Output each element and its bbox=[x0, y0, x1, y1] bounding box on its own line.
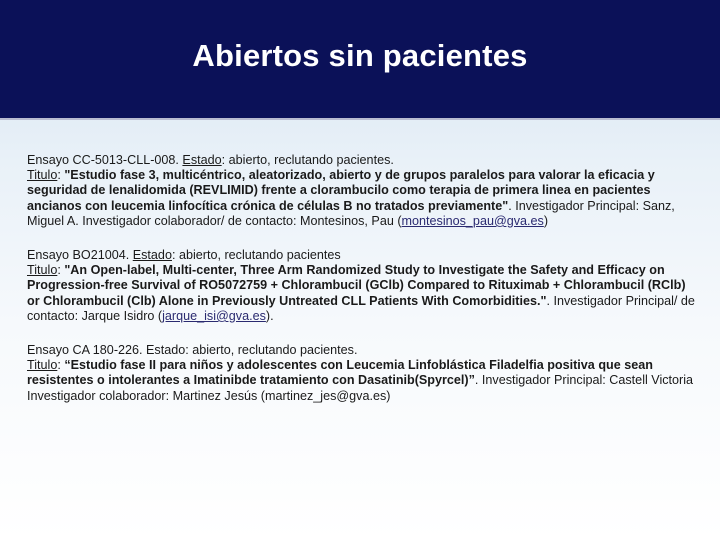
separator: : bbox=[57, 168, 65, 183]
closing-paren: ). bbox=[265, 308, 274, 323]
trial-title: "Estudio fase 3, multicéntrico, aleatorizado, abierto y de grupos paralelos para valorar la eficacia y seguridad de lenalidomida (REVLIMID) frente a clorambucilo como terapia de primera linea en pacientes ancianos con leucemia linfocítica crónica de células B no tratados previamente" bbox=[27, 168, 655, 213]
trial-title: “Estudio fase II para niños y adolescentes con Leucemia Linfoblástica Filadelfia positiva que sean resistentes o intolerantes a Imatinibde tratamiento con Dasatinib(Spyrcel)” bbox=[27, 358, 653, 388]
titulo-label: Titulo bbox=[27, 263, 58, 278]
trial-description bbox=[27, 168, 695, 229]
trial-entry-1 bbox=[27, 153, 695, 229]
email-link[interactable]: montesinos_pau@gva.es bbox=[401, 213, 544, 228]
trial-status-line bbox=[27, 248, 695, 263]
trial-id: Ensayo BO21004 bbox=[27, 248, 126, 263]
estado-text: : abierto, reclutando pacientes bbox=[171, 248, 341, 263]
closing-paren: ) bbox=[543, 213, 549, 228]
estado-label: Estado bbox=[132, 248, 172, 263]
separator: : bbox=[57, 263, 65, 278]
separator: : bbox=[57, 358, 65, 373]
investigator-text: . Investigador Principal: Sanz, Miguel A. Investigador colaborador/ de contacto: Montesinos, Pau ( bbox=[27, 198, 675, 228]
slide-title: Abiertos sin pacientes bbox=[192, 38, 528, 73]
titulo-label: Titulo bbox=[27, 358, 58, 373]
email-link[interactable]: jarque_isi@gva.es bbox=[162, 308, 266, 323]
trial-id: Ensayo CA 180-226 bbox=[27, 343, 140, 358]
separator: . bbox=[175, 153, 183, 167]
trial-description bbox=[27, 358, 695, 404]
trial-list bbox=[27, 153, 695, 423]
estado-text: Estado: abierto, reclutando pacientes. bbox=[146, 343, 358, 358]
estado-label: Estado bbox=[182, 153, 222, 167]
trial-description bbox=[27, 263, 695, 324]
investigator-text: . Investigador Principal/ de contacto: Jarque Isidro ( bbox=[27, 293, 695, 323]
trial-entry-3 bbox=[27, 343, 695, 404]
investigator-text: . Investigador Principal: Castell Victoria Investigador colaborador: Martinez Jesús (martinez_jes@gva.es) bbox=[27, 373, 694, 403]
titulo-label: Titulo bbox=[27, 168, 58, 183]
trial-status-line bbox=[27, 343, 695, 358]
trial-title: "An Open-label, Multi-center, Three Arm Randomized Study to Investigate the Safety and Efficacy on Progression-free Survival of RO5072759 + Chlorambucil (GClb) Compared to Rituximab + Chlorambucil (RClb) or Chlorambucil (Clb) Alone in Previously Untreated CLL Patients With Comorbidities." bbox=[27, 263, 686, 308]
slide-header bbox=[0, 0, 720, 120]
separator: . bbox=[125, 248, 133, 263]
estado-text: : abierto, reclutando pacientes. bbox=[221, 153, 394, 167]
trial-status-line bbox=[27, 153, 695, 168]
trial-id: Ensayo CC-5013-CLL-008 bbox=[27, 153, 176, 167]
trial-entry-2 bbox=[27, 248, 695, 324]
separator: . bbox=[139, 343, 147, 358]
